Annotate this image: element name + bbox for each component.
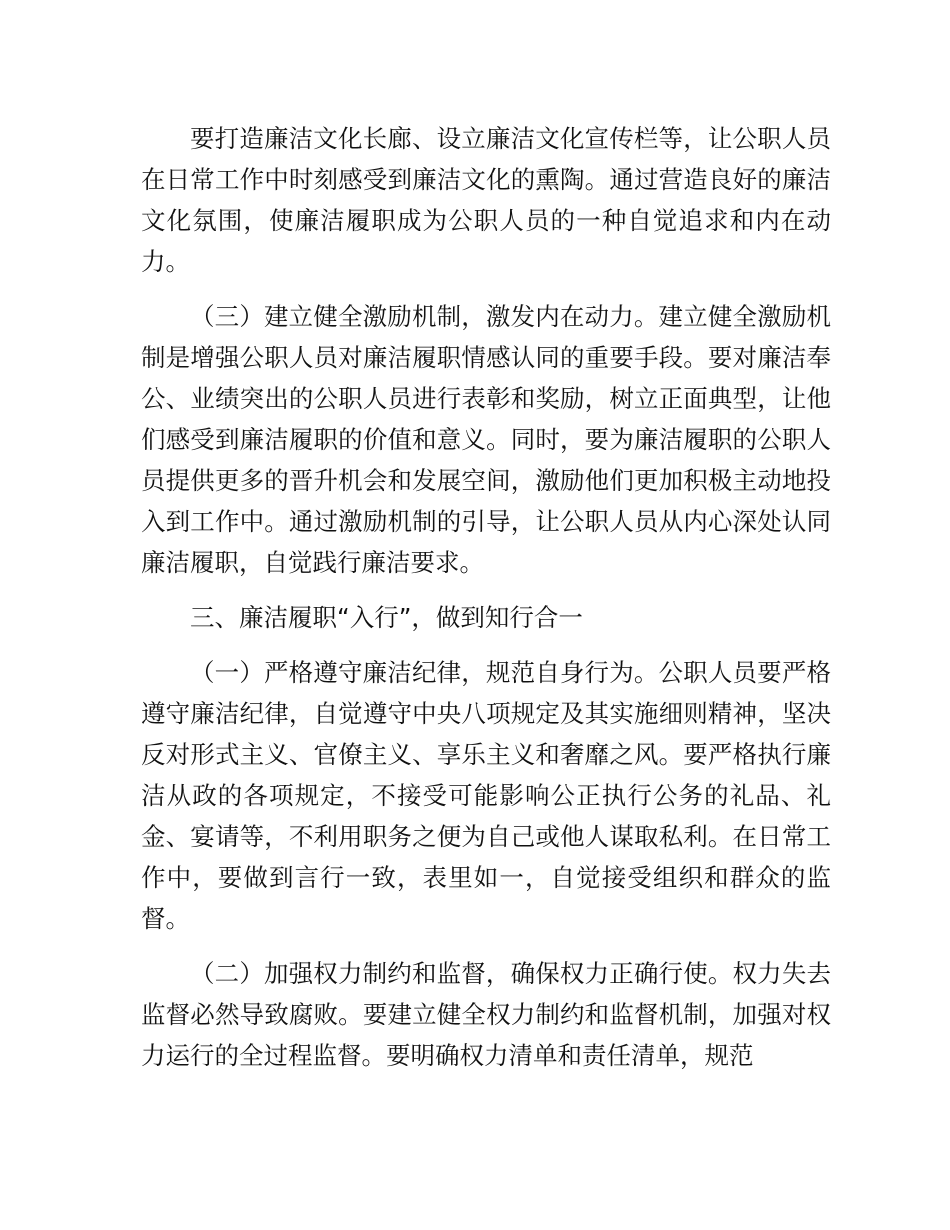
document-body <box>141 118 831 1090</box>
paragraph-integrity-discipline: （一）严格遵守廉洁纪律，规范自身行为。公职人员要严格遵守廉洁纪律，自觉遵守中央八项规定及其实施细则精神，坚决反对形式主义、官僚主义、享乐主义和奢靡之风。要严格执行廉洁从政的各项规定，不接受可能影响公正执行公务的礼品、礼金、宴请等，不利用职务之便为自己或他人谋取私利。在日常工作中，要做到言行一致，表里如一，自觉接受组织和群众的监督。 <box>141 658 831 933</box>
section-heading-integrity-practice: 三、廉洁履职“入行”，做到知行合一 <box>190 603 583 632</box>
paragraph-culture-corridor: 要打造廉洁文化长廊、设立廉洁文化宣传栏等，让公职人员在日常工作中时刻感受到廉洁文化的熏陶。通过营造良好的廉洁文化氛围，使廉洁履职成为公职人员的一种自觉追求和内在动力。 <box>141 124 831 276</box>
paragraph-incentive-mechanism: （三）建立健全激励机制，激发内在动力。建立健全激励机制是增强公职人员对廉洁履职情感认同的重要手段。要对廉洁奉公、业绩突出的公职人员进行表彰和奖励，树立正面典型，让他们感受到廉洁履职的价值和意义。同时，要为廉洁履职的公职人员提供更多的晋升机会和发展空间，激励他们更加积极主动地投入到工作中。通过激励机制的引导，让公职人员从内心深处认同廉洁履职，自觉践行廉洁要求。 <box>141 302 831 577</box>
paragraph-power-supervision: （二）加强权力制约和监督，确保权力正确行使。权力失去监督必然导致腐败。要建立健全权力制约和监督机制，加强对权力运行的全过程监督。要明确权力清单和责任清单，规范 <box>141 959 831 1070</box>
